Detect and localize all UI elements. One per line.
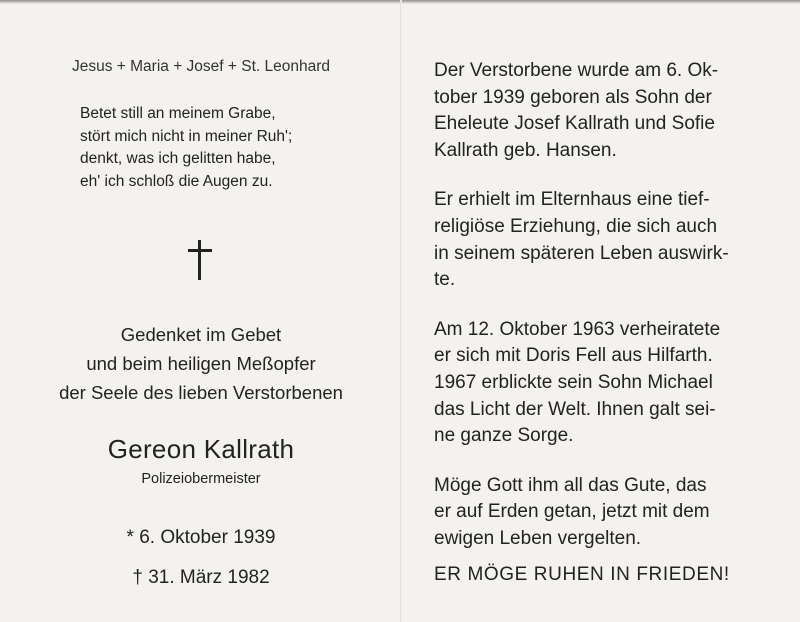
biography-line: er auf Erden getan, jetzt mit dem	[434, 501, 710, 523]
prayer-line: Gedenket im Gebet	[120, 324, 282, 345]
biography-paragraph	[434, 58, 779, 164]
biography-line: Kallrath geb. Hansen.	[434, 139, 617, 161]
biography-line: ne ganze Sorge.	[434, 425, 574, 447]
biography-line: Er erhielt im Elternhaus eine tief-	[434, 189, 710, 211]
biography-line: in seinem späteren Leben auswirk-	[434, 242, 729, 264]
verse-line: eh' ich schloß die Augen zu.	[80, 172, 273, 190]
birth-date: * 6. Oktober 1939	[126, 527, 276, 548]
biography-line: te.	[434, 269, 456, 291]
verse-line: stört mich nicht in meiner Ruh';	[80, 127, 293, 145]
biography-line: ewigen Leben vergelten.	[434, 527, 642, 549]
biography-line: er sich mit Doris Fell aus Hilfarth.	[434, 345, 713, 367]
closing-line: ER MÖGE RUHEN IN FRIEDEN!	[434, 564, 730, 585]
biography-line: Eheleute Josef Kallrath und Sofie	[434, 113, 715, 135]
latin-cross-icon	[186, 240, 214, 280]
biography	[434, 58, 779, 576]
deceased-rank: Polizeiobermeister	[141, 471, 261, 487]
biography-line: das Licht der Welt. Ihnen galt sei-	[434, 398, 716, 420]
death-date: † 31. März 1982	[132, 567, 270, 588]
verse-line: denkt, was ich gelitten habe,	[80, 150, 276, 167]
biography-line: religiöse Erziehung, die sich auch	[434, 215, 718, 237]
biography-line: tober 1939 geboren als Sohn der	[434, 86, 712, 108]
prayer-line: der Seele des lieben Verstorbenen	[59, 382, 343, 403]
biography-paragraph	[434, 473, 779, 553]
prayer-text	[0, 320, 402, 407]
biography-line: 1967 erblickte sein Sohn Michael	[434, 371, 713, 393]
biography-line: Der Verstorbene wurde am 6. Ok-	[434, 60, 719, 81]
verse	[80, 103, 292, 193]
deceased-name: Gereon Kallrath	[107, 434, 295, 464]
biography-line: Am 12. Oktober 1963 verheiratete	[434, 318, 721, 340]
verse-line: Betet still an meinem Grabe,	[80, 105, 276, 122]
biography-paragraph	[434, 317, 779, 450]
biography-line: Möge Gott ihm all das Gute, das	[434, 474, 707, 496]
saints-line: Jesus + Maria + Josef + St. Leonhard	[71, 58, 331, 75]
prayer-line: und beim heiligen Meßopfer	[86, 353, 316, 374]
biography-paragraph	[434, 187, 779, 293]
